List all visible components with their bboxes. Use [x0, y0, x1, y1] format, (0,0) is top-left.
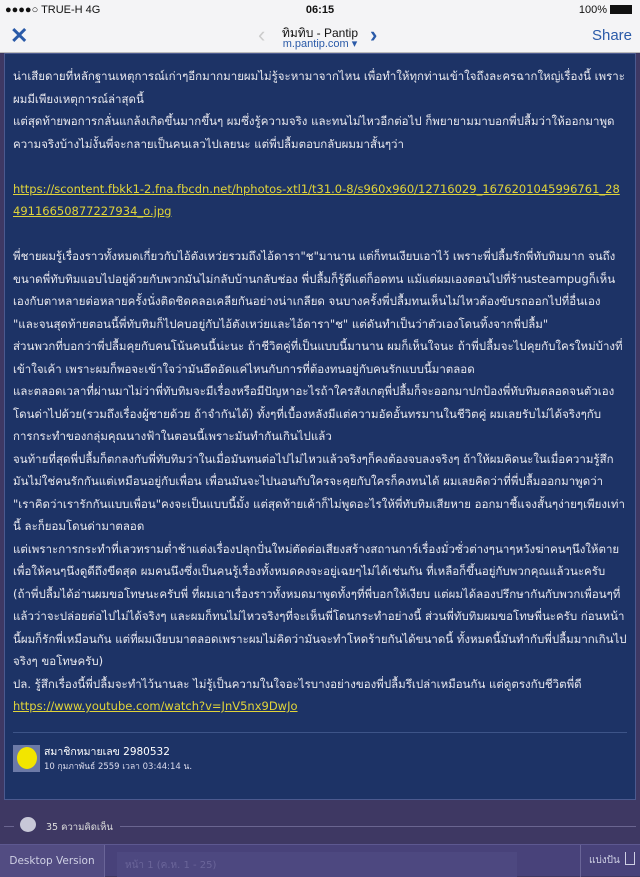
desktop-version-button[interactable]: Desktop Version — [0, 845, 105, 877]
paragraph: น่าเสียดายที่หลักฐานเหตุการณ์เก่าๆอีกมากมายผมไม่รู้จะหามาจากไหน เพื่อทำให้ทุกท่านเข้าใจถึงละครฉากใหญ่เรื่องนี้ เพราะผมมีเพียงเหตุการณ์ล่าสุดนี้ — [13, 69, 625, 106]
paragraph: ส่วนพวกที่บอกว่าพี่ปลื้มคุยกับคนโน้นคนนี้น่ะนะ ถ้าชีวิตคู่ที่เป็นแบบนี้มานาน ผมก็เห็นใจนะ ถ้าพี่ปลื้มจะไปคุยกับใครใหม่บ้างที่เข้าใจเค้า เพราะผมก็พอจะเข้าใจว่ามันอึดอัดแค่ไหนกับการที่ต้องทนอยู่กับคนรักแบบนี้มาตลอด — [13, 339, 623, 376]
paragraph: (ถ้าพี่ปลื้มได้อ่านผมขอโทษนะครับพี่ ที่ผมเอาเรื่องราวทั้งหมดมาพูดทั้งๆที่พี่บอกให้เงียบ แต่ผมได้ลองปรึกษากันกับพวกเพื่อนๆที่แล้วว่าจะปล่อยต่อไปไม่ได้จริงๆ และผมก็ทนไม่ไหวจริงๆที่จะเห็นพี่โดนกระทำอย่างนี้ ส่วนพี่ทับทิมผมขอโทษพี่นะครับ ก่อนหน้านี้ผมก็รักพี่เหมือนกัน แต่ที่ผมเงียบมาตลอดเพราะผมไม่คิดว่ามันจะทำโหดร้ายกันได้ขนาดนี้ ทั้งหมดนี้มันทำกับพี่ปลื้มมากเกินไปจริงๆ ขอโทษครับ) — [13, 586, 627, 668]
author-info — [13, 745, 627, 785]
page-select[interactable]: หน้า 1 (ค.ห. 1 - 25) — [117, 852, 517, 877]
clock: 06:15 — [305, 4, 335, 16]
forward-button[interactable]: › — [370, 22, 378, 47]
paragraph: ปล. รู้สึกเรื่องนี้พี่ปลื้มจะทำไว้นานละ ไม่รู้เป็นความในใจอะไรบางอย่างของพี่ปลื้มรึเปล่าเหมือนกัน แต่ดูตรงกับชีวิตพี่ดี — [13, 676, 582, 691]
divider — [13, 732, 627, 733]
battery-icon — [610, 5, 632, 14]
paragraph: แต่สุดท้ายพอการกลั่นแกล้งเกิดขึ้นมากขึ้นๆ ผมซึ่งรู้ความจริง และทนไม่ไหวอีกต่อไป ก็พยายามมาบอกพี่ปลื้มว่าให้ออกมาพูดความจริงบ้างไม่งั้นพี่จะกลายเป็นคนเลวไปเลยนะ แต่พี่ปลื้มตอบกลับผมมาสั้นๆว่า — [13, 114, 615, 151]
youtube-link[interactable]: https://www.youtube.com/watch?v=JnV5nx9DwJo — [13, 699, 298, 713]
bottom-bar — [0, 844, 640, 876]
share-button[interactable]: Share — [591, 27, 632, 44]
status-bar — [0, 0, 640, 20]
blank-line — [13, 223, 627, 246]
page-title: ทิมทิบ - Pantip — [281, 26, 359, 40]
comment-count: 35 ความคิดเห็น — [46, 821, 113, 833]
post-content — [4, 53, 636, 800]
share-icon — [625, 852, 635, 865]
url-dropdown[interactable]: m.pantip.com ▾ — [282, 38, 358, 50]
comments-header — [0, 816, 640, 844]
paragraph: จนท้ายที่สุดพี่ปลื้มก็ตกลงกับพี่ทับทิมว่าในเมื่อมันทนต่อไปไม่ไหวแล้วจริงๆก็คงต้องจบลงจริงๆ ถ้าให้ผมคิดนะในเมื่อความรู้สึกมันไม่ใช่คนรักกันแต่เหมือนอยู่กับเพื่อน เพื่อนมันจะไปนอนกับใครจะคุยกับใครก็คงทนได้ ผมเลยคิดว่าที่พี่ปลื้มออกมาพูดว่า "เราคิดว่าเรารักกันแบบเพื่อน"คงจะเป็นแบบนี้มั้ง แต่สุดท้ายเค้าก็ไม่พูดอะไรให้พี่ทับทิมเสียหาย ออกมาชี้แจงสั้นๆง่ายๆเพียงเท่านี้ ละก็ยอมโดนด่ามาตลอด — [13, 451, 625, 533]
close-button[interactable]: ✕ — [10, 23, 29, 48]
comment-bubble-icon — [20, 817, 36, 832]
paragraph: พี่ชายผมรู้เรื่องราวทั้งหมดเกี่ยวกับไอ้ตังเหว่ยรวมถึงไอ้ดารา"ช"มานาน แต่ก็ทนเงียบเอาไว้ เพราะพี่ปลื้มรักพี่ทับทิมมาก จนถึงขนาดพี่ทับทิมแอบไปอยู่ด้วยกับพวกมันไม่กลับบ้านกลับช่อง พี่ปลื้มก็รู้ดีแต่ก็อดทน แม้แต่ผมเองตอนไปที่ร้านsteampugก็เห็นเองกับตาหลายต่อหลายครั้งนั่งติดชิดคลอเคลียกันอย่างน่าเกลียด จนบางครั้งพี่ปลื้มทนเห็นไม่ไหวต้องขับรถออกไปที่อื่นเอง "และจนสุดท้ายตอนนี้พี่ทับทิมก็ไปคบอยู่กับไอ้ตังเหว่ยและไอ้ดารา"ช" แต่ดันทำเป็นว่าตัวเองโดนทิ้งจากพี่ปลื้ม" — [13, 249, 616, 331]
back-button[interactable]: ‹ — [258, 22, 266, 47]
post-date: 10 กุมภาพันธ์ 2559 เวลา 03:44:14 น. — [44, 761, 193, 772]
smiley-icon — [17, 747, 37, 769]
battery-percent: 100% — [578, 4, 607, 16]
share-bottom-button[interactable] — [580, 845, 640, 877]
paragraph: และตลอดเวลาที่ผ่านมาไม่ว่าพี่ทับทิมจะมีเรื่องหรือมีปัญหาอะไรถ้าใครสังเกตุพี่ปลื้มก็จะออกมาปกป้องพี่ทับทิมตลอดจนตัวเองโดนด่าไปด้วย(รวมถึงเรื่องผู้ชายด้วย ถ้าจำกันได้) ทั้งๆที่เบื้องหลังมีแต่ความอัดอั้นทรมานในชีวิตคู่ ผมเลยรับไม่ได้จริงๆกับการกระทำของกลุ่มคุณนางฟ้าในตอนนี้เพราะมันทำกันเกินไปแล้ว — [13, 384, 615, 443]
post-body — [13, 65, 627, 718]
divider — [4, 826, 14, 827]
share-label: แบ่งปัน — [589, 854, 620, 866]
image-link[interactable]: https://scontent.fbkk1-2.fna.fbcdn.net/hphotos-xtl1/t31.0-8/s960x960/12716029_1676201045996761_2849116650877227934_o.jpg — [13, 181, 620, 218]
divider — [120, 826, 636, 827]
battery — [579, 4, 632, 16]
carrier: ●●●●○ TRUE-H 4G — [5, 4, 101, 16]
author-name[interactable]: สมาชิกหมายเลข 2980532 — [44, 745, 170, 758]
browser-nav-bar — [0, 20, 640, 53]
blank-line — [13, 155, 627, 178]
avatar[interactable] — [13, 745, 40, 772]
paragraph: แต่เพราะการกระทำที่เลวทรามต่ำช้าแต่งเรื่องปลุกปั่นใหม่ตัดต่อเสียงสร้างสถานการ์เรื่องมั่วซั่วต่างๆนาๆหวังฆ่าคนๆนึงให้ตายเพื่อให้คนๆนึงดูดีถึงขีดสุด ผมคนนึงซึ่งเป็นคนรู้เรื่องทั้งหมดคงจะอยู่เฉยๆไม่ได้เช่นกัน ที่เหลือก็ขึ้นอยู่กับพวกคุณแล้วนะครับ — [13, 541, 620, 578]
